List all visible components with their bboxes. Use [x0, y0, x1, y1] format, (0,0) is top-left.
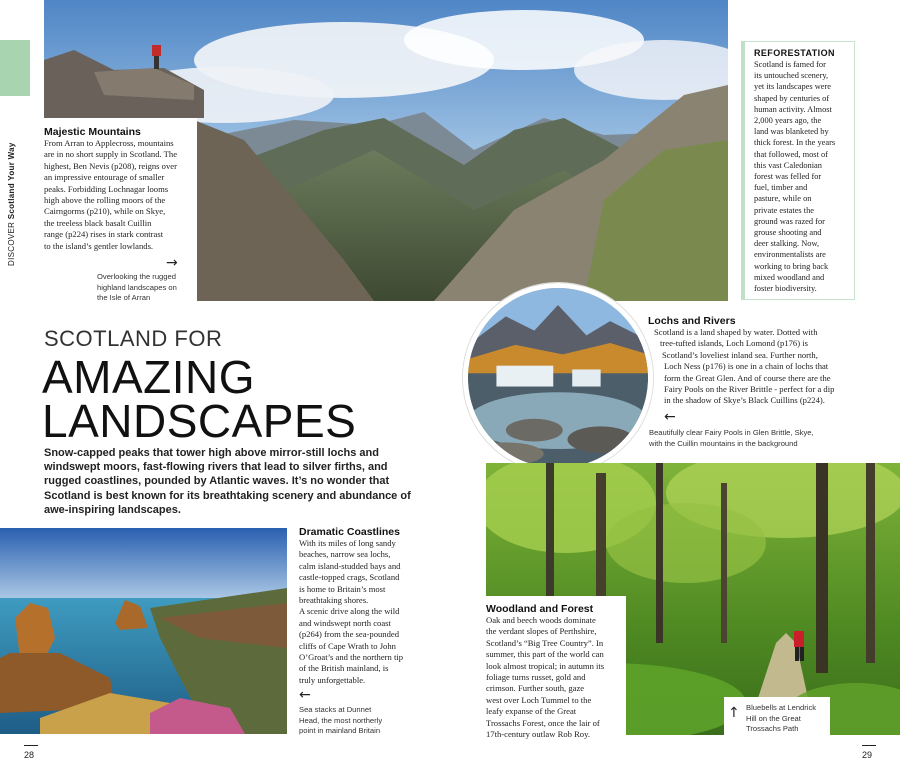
arrow-right-icon: → [166, 255, 178, 271]
arrow-left-icon: ← [299, 687, 311, 703]
page-number-rule-right [862, 745, 876, 746]
coastlines-text: With its miles of long sandy beaches, narrow sea lochs, calm island-studded bays and castle-topped crags, Scotland is home to Britain’s most breathtaking shores. A scenic drive along the wild and windswept north coast (p264) from the sea-pounded cliffs of Cape Wrath to John O’Groat’s and the northern tip of the British mainland, is truly unforgettable. [299, 538, 404, 685]
lochs-rivers-text: Scotland is a land shaped by water. Dotted with tree-tufted islands, Loch Lomond (p176) is Scotland’s loveliest inland sea. Further north, Loch Ness (p176) is one in a chain of lochs that form the Great Glen. And of course there are the Fairy Pools on the River Brittle - perfect for a dip in the shadow of Skye’s Black Cuillins (p224). [654, 327, 835, 406]
coastlines-block [299, 526, 439, 686]
coastlines-heading: Dramatic Coastlines [299, 526, 400, 538]
title-line-2: LANDSCAPES [42, 395, 357, 447]
arrow-up-icon: ↑ [728, 705, 740, 721]
chapter-tab [0, 40, 30, 96]
running-header-section: Scotland Your Way [7, 142, 16, 220]
woodland-block [486, 603, 626, 740]
dunnet-head-photo [0, 528, 287, 734]
reforestation-heading: REFORESTATION [754, 48, 835, 58]
arran-photo-caption: Overlooking the rugged highland landscapes on the Isle of Arran [97, 272, 177, 302]
lendrick-hill-caption: Bluebells at Lendrick Hill on the Great Trossachs Path [746, 703, 817, 733]
lochs-rivers-block [648, 315, 888, 327]
fairy-pools-caption: Beautifully clear Fairy Pools in Glen Brittle, Skye, with the Cuillin mountains in the background [649, 428, 814, 448]
lochs-rivers-heading: Lochs and Rivers [648, 315, 736, 327]
arrow-left-icon: ← [664, 409, 676, 425]
dunnet-head-caption: Sea stacks at Dunnet Head, the most northerly point in mainland Britain [299, 705, 383, 735]
running-header-prefix: DISCOVER [7, 221, 16, 266]
title-line-1: AMAZING [42, 351, 256, 403]
fairy-pools-photo [463, 283, 653, 473]
majestic-mountains-block [44, 126, 194, 252]
page-number-rule-left [24, 745, 38, 746]
woodland-text: Oak and beech woods dominate the verdant slopes of Perthshire, Scotland’s “Big Tree Country”. In summer, this part of the world can look almost tropical; in autumn its foliage turns russet, gold and crimson. Further south, gaze west over Loch Tummel to the leafy expanse of the Great Trossachs Forest, once the lair of 17th-century outlaw Rob Roy. [486, 615, 605, 740]
title-kicker: SCOTLAND FOR [44, 326, 223, 351]
majestic-mountains-text: From Arran to Applecross, mountains are in no short supply in Scotland. The highest, Ben Nevis (p208), reigns over an impressive entourage of smaller peaks. Forbidding Lochnagar looms high above the rolling moors of the Cairngorms (p210), while on Skye, the treeless black basalt Cuillin range (p224) rises in stark contrast to the island’s gentler lowlands. [44, 138, 178, 251]
intro-paragraph: Snow-capped peaks that tower high above mirror-still lochs and windswept moors, fast-flowing rivers that lead to silver firths, and rugged coastlines, pounded by Atlantic waves. It’s no wonder that Scotland is best known for its breathtaking scenery and abundance of awe-inspiring landscapes. [44, 447, 411, 516]
page-number-left: 28 [24, 750, 35, 760]
reforestation-box [741, 41, 855, 300]
reforestation-text: Scotland is famed for its untouched scenery, yet its landscapes were shaped by centuries of human activity. Almost 2,000 years ago, the land was blanketed by thick forest. In the years that followed, most of this vast Caledonian forest was felled for fuel, timber and pasture, while on private estates the ground was razed for grouse shooting and deer stalking. Now, environmentalists are working to bring back mixed woodland and foster biodiversity. [754, 60, 836, 294]
majestic-mountains-heading: Majestic Mountains [44, 126, 141, 138]
running-header [7, 142, 16, 266]
page-number-right: 29 [862, 750, 873, 760]
woodland-heading: Woodland and Forest [486, 603, 594, 615]
